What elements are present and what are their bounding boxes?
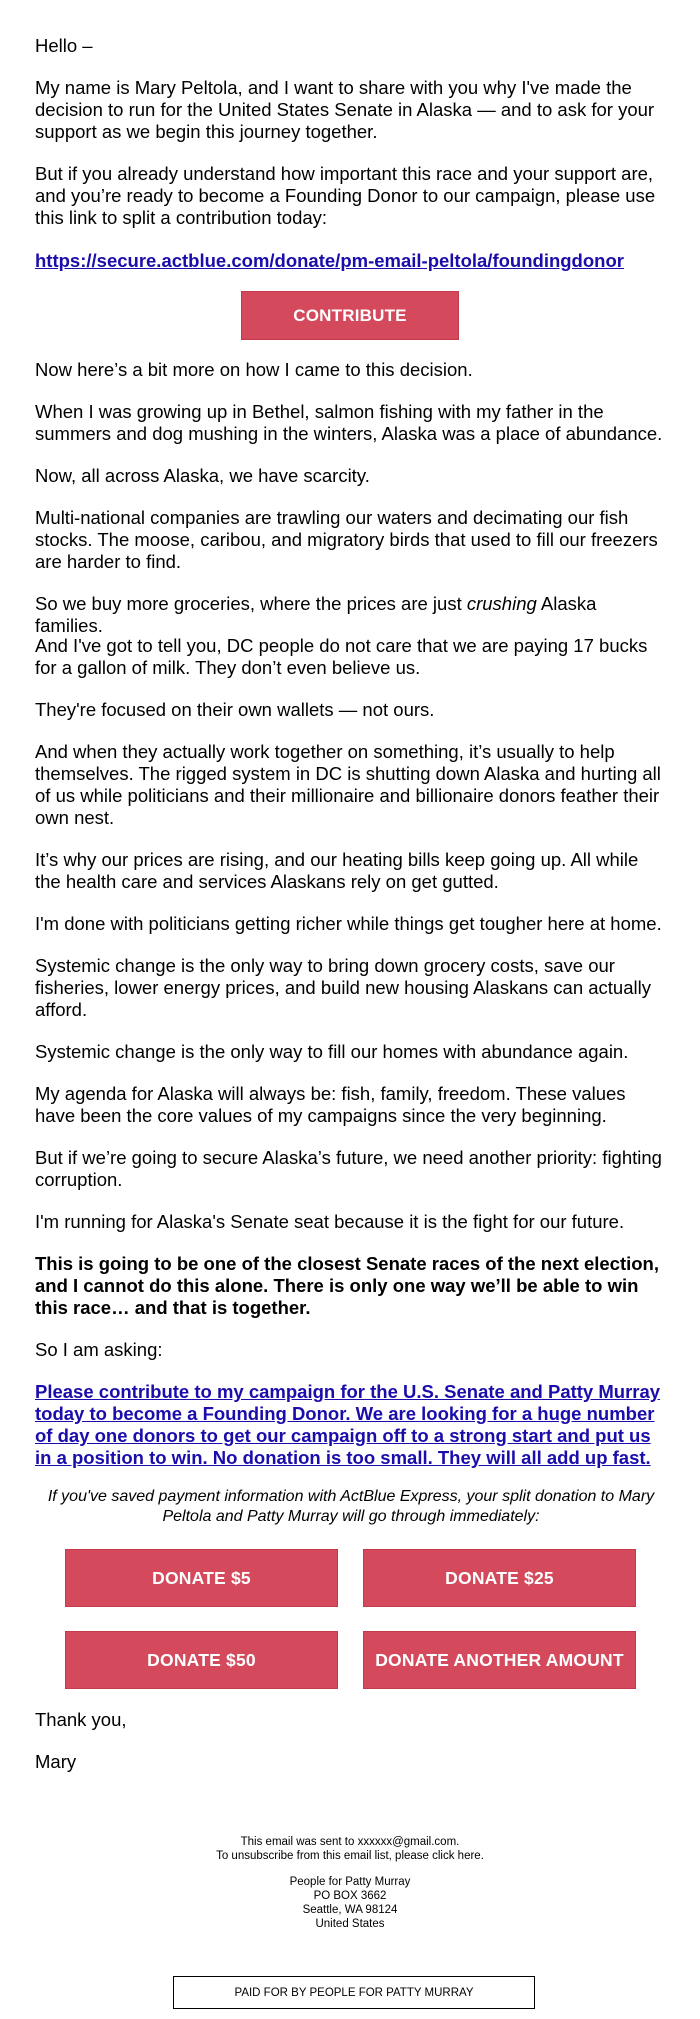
greeting: Hello – bbox=[35, 35, 93, 56]
founding-donor-link[interactable]: https://secure.actblue.com/donate/pm-email-peltola/foundingdonor bbox=[35, 250, 624, 271]
groceries-paragraph bbox=[35, 593, 667, 637]
paid-for-box bbox=[173, 1976, 535, 2009]
paragraph: Now here’s a bit more on how I came to this decision. bbox=[35, 359, 473, 380]
express-note: If you've saved payment information with ActBlue Express, your split donation to Mary Peltola and Patty Murray will go through immediately: bbox=[47, 1488, 655, 1525]
founding-ask-paragraph: But if you already understand how important this race and your support are, and you’re ready to become a Founding Donor to our campaign, please use this link to split a contribution today: bbox=[35, 163, 656, 228]
paragraph: They're focused on their own wallets — not ours. bbox=[35, 699, 435, 720]
paragraph: Multi-national companies are trawling our waters and decimating our fish stocks. The moose, caribou, and migratory birds that used to fill our freezers are harder to find. bbox=[35, 507, 658, 572]
thanks-line: Thank you, bbox=[35, 1709, 127, 1730]
donate-link-line bbox=[35, 250, 667, 272]
footer-city: Seattle, WA 98124 bbox=[302, 1904, 398, 1916]
paragraph: But if we’re going to secure Alaska’s future, we need another priority: fighting corruption. bbox=[35, 1147, 662, 1190]
paragraph: And when they actually work together on something, it’s usually to help themselves. The rigged system in DC is shutting down Alaska and hurting all of us while politicians and their millionaire and billionaire donors feather their own nest. bbox=[35, 741, 661, 828]
paragraph: I'm running for Alaska's Senate seat because it is the fight for our future. bbox=[35, 1211, 625, 1232]
contribute-button[interactable]: CONTRIBUTE bbox=[241, 291, 459, 340]
paragraph: And I've got to tell you, DC people do not care that we are paying 17 bucks for a gallon of milk. They don’t even believe us. bbox=[35, 635, 648, 678]
footer-org: People for Patty Murray bbox=[289, 1876, 411, 1888]
groceries-text-before: So we buy more groceries, where the prices are just bbox=[35, 593, 467, 614]
paragraph: Systemic change is the only way to bring down grocery costs, save our fisheries, lower energy prices, and build new housing Alaskans can actually afford. bbox=[35, 955, 651, 1020]
footer-unsubscribe[interactable]: To unsubscribe from this email list, please click here. bbox=[216, 1850, 484, 1862]
cta-line bbox=[35, 1381, 667, 1469]
footer-country: United States bbox=[315, 1918, 385, 1930]
asking-paragraph: So I am asking: bbox=[35, 1339, 163, 1360]
paragraph: Now, all across Alaska, we have scarcity. bbox=[35, 465, 370, 486]
paragraph: My agenda for Alaska will always be: fish, family, freedom. These values have been the core values of my campaigns since the very beginning. bbox=[35, 1083, 626, 1126]
donate-25-button[interactable]: DONATE $25 bbox=[363, 1549, 636, 1607]
footer bbox=[0, 1835, 700, 1931]
intro-paragraph: My name is Mary Peltola, and I want to share with you why I've made the decision to run for the United States Senate in Alaska — and to ask for your support as we begin this journey together. bbox=[35, 77, 655, 142]
footer-po-box: PO BOX 3662 bbox=[313, 1890, 387, 1902]
paragraph: Systemic change is the only way to fill our homes with abundance again. bbox=[35, 1041, 629, 1062]
groceries-emphasis: crushing bbox=[466, 593, 537, 614]
paragraph: It’s why our prices are rising, and our heating bills keep going up. All while the health care and services Alaskans rely on get gutted. bbox=[35, 849, 639, 892]
bold-paragraph: This is going to be one of the closest Senate races of the next election, and I cannot do this alone. There is only one way we’ll be able to win this race… and that is together. bbox=[35, 1253, 659, 1318]
donate-another-amount-button[interactable]: DONATE ANOTHER AMOUNT bbox=[363, 1631, 636, 1689]
donate-50-button[interactable]: DONATE $50 bbox=[65, 1631, 338, 1689]
donate-5-button[interactable]: DONATE $5 bbox=[65, 1549, 338, 1607]
groceries-text-after: Alaska families. bbox=[35, 593, 597, 636]
paragraph: I'm done with politicians getting richer while things get tougher here at home. bbox=[35, 913, 662, 934]
signature: Mary bbox=[35, 1751, 77, 1772]
paid-for-text: PAID FOR BY PEOPLE FOR PATTY MURRAY bbox=[234, 1986, 474, 1999]
paragraph: When I was growing up in Bethel, salmon fishing with my father in the summers and dog mushing in the winters, Alaska was a place of abundance. bbox=[35, 401, 663, 444]
footer-sent-to: This email was sent to xxxxxx@gmail.com. bbox=[240, 1836, 460, 1848]
cta-link[interactable]: Please contribute to my campaign for the U.S. Senate and Patty Murray today to become a Founding Donor. We are looking for a huge number of day one donors to get our campaign off to a strong start and put us in a position to win. No donation is too small. They will all add up fast. bbox=[35, 1381, 661, 1468]
